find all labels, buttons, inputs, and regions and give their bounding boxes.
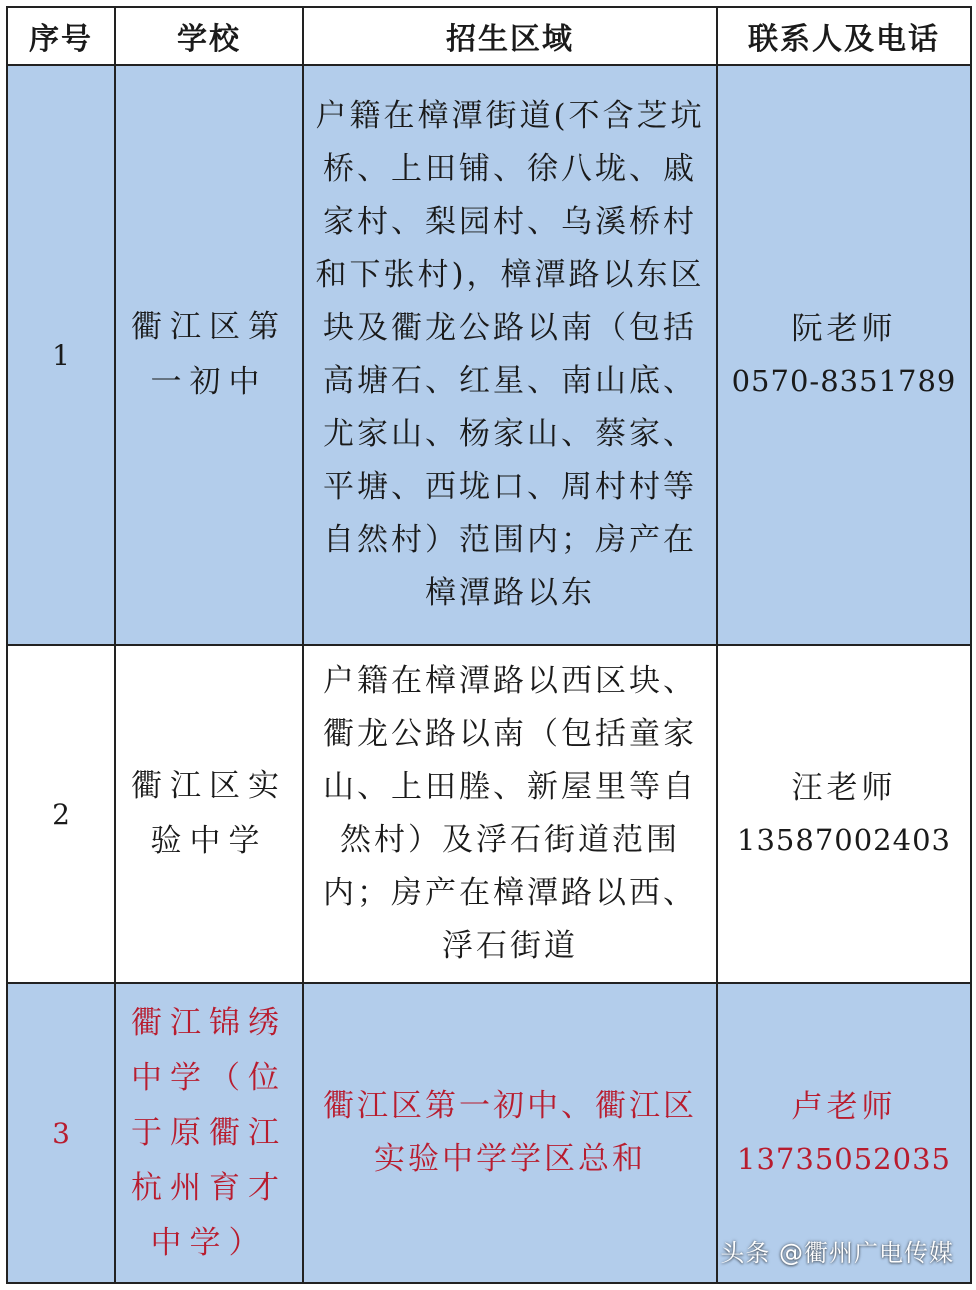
- contact-name: 汪老师: [791, 770, 897, 806]
- contact-name: 卢老师: [791, 1089, 897, 1125]
- header-area: 招生区域: [303, 7, 717, 65]
- enrollment-area: 衢江区第一初中、衢江区实验中学学区总和: [303, 983, 717, 1283]
- row-number: 1: [7, 65, 115, 645]
- contact-cell: [717, 65, 971, 645]
- school-name: 衢江区实验中学: [115, 645, 303, 983]
- table-row: [7, 645, 971, 983]
- contact-phone: 13735052035: [737, 1142, 951, 1176]
- school-name: 衢江区第一初中: [115, 65, 303, 645]
- enrollment-area: 户籍在樟潭路以西区块、衢龙公路以南（包括童家山、上田塍、新屋里等自然村）及浮石街道范围内；房产在樟潭路以西、浮石街道: [303, 645, 717, 983]
- header-row: [7, 7, 971, 65]
- enrollment-area: 户籍在樟潭街道(不含芝坑桥、上田铺、徐八垅、戚家村、梨园村、乌溪桥村和下张村)，樟潭路以东区块及衢龙公路以南（包括高塘石、红星、南山底、尤家山、杨家山、蔡家、平塘、西垅口、周村村等自然村）范围内；房产在樟潭路以东: [303, 65, 717, 645]
- row-number: 2: [7, 645, 115, 983]
- school-name: 衢江锦绣中学（位于原衢江杭州育才中学）: [115, 983, 303, 1283]
- contact-phone: 0570-8351789: [731, 364, 957, 398]
- row-number: 3: [7, 983, 115, 1283]
- watermark: 头条 @衢州广电传媒: [720, 1239, 954, 1267]
- header-contact: 联系人及电话: [717, 7, 971, 65]
- header-school: 学校: [115, 7, 303, 65]
- table-row: [7, 65, 971, 645]
- enrollment-table: [6, 6, 972, 1284]
- contact-name: 阮老师: [791, 311, 897, 347]
- contact-phone: 13587002403: [737, 823, 951, 857]
- header-no: 序号: [7, 7, 115, 65]
- contact-cell: [717, 645, 971, 983]
